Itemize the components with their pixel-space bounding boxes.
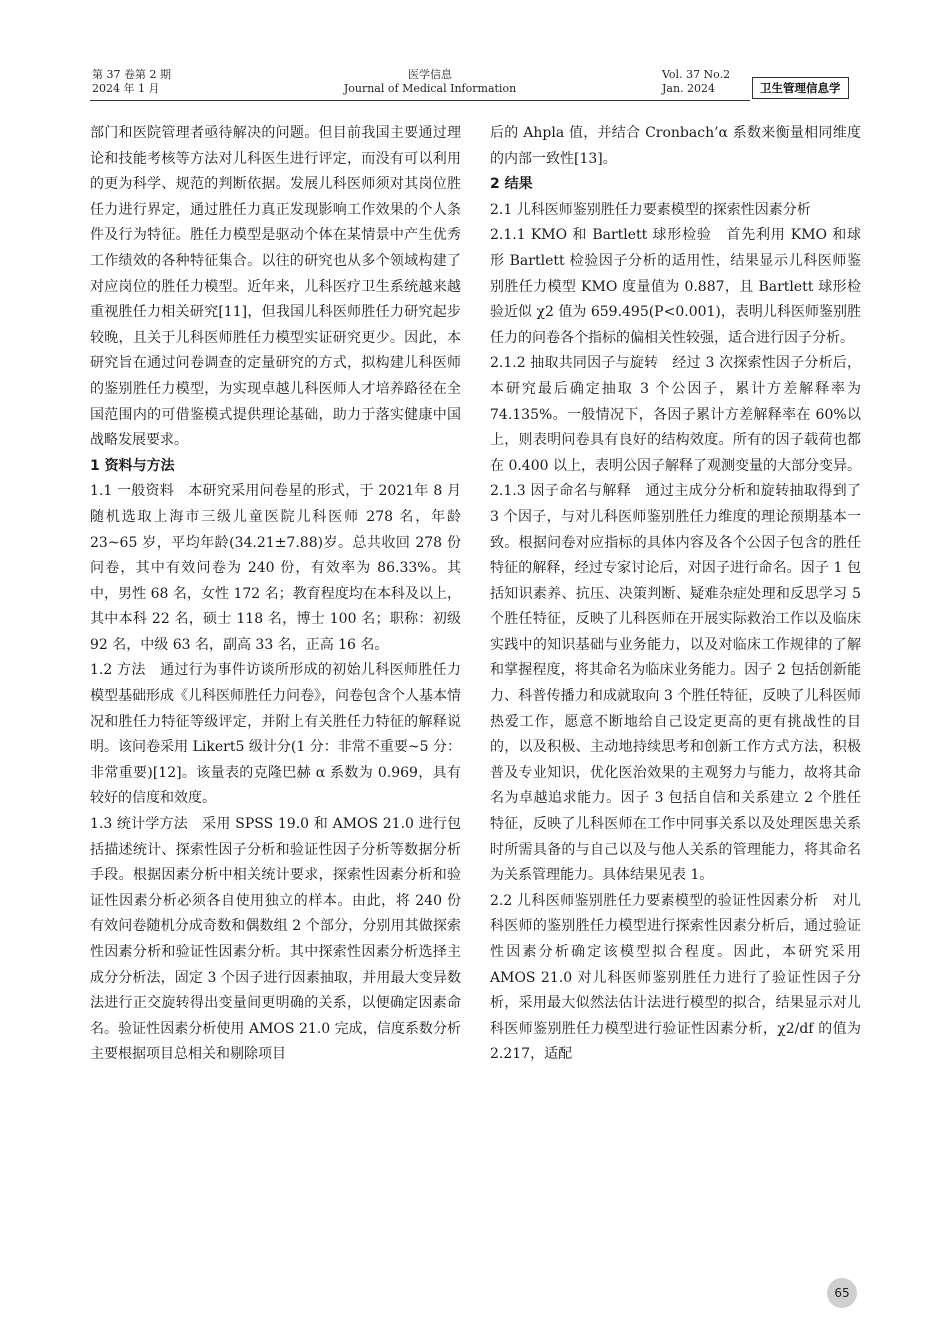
section-2-1-3 — [490, 479, 861, 889]
section-2-1-1 — [490, 223, 861, 351]
section-2-1-3-body: 通过主成分分析和旋转抽取得到了 3 个因子，与对儿科医师鉴别胜任力维度的理论预期基本一致。根据问卷对应指标的具体内容及各个公因子包含的胜任特征的解释，经过专家讨论后，对因子进行命名。因子 1 包括知识素养、抗压、决策判断、疑难杂症处理和反思学习 5 个胜任特征，反映了儿科医师在开展实际救治工作以及临床实践中的知识基础与业务能力，以及对临床工作规律的了解和掌握程度，将其命名为临床业务能力。因子 2 包括创新能力、科普传播力和成就取向 3 个胜任特征，反映了儿科医师热爱工作，愿意不断地给自己设定更高的更有挑战性的目的，以及积极、主动地持续思考和创新工作方式方法，积极普及专业知识，优化医治效果的主观努力与能力，故将其命名为卓越追求能力。因子 3 包括自信和关系建立 2 个胜任特征，反映了儿科医师在工作中同事关系以及处理医患关系时所需具备的与自己以及与他人关系的管理能力，将其命名为关系管理能力。具体结果见表 1。 — [490, 483, 862, 884]
left-column — [90, 121, 461, 1068]
section-2-1-2-body: 经过 3 次探索性因子分析后，本研究最后确定抽取 3 个公因子，累计方差解释率为 74.135%。一般情况下，各因子累计方差解释率在 60%以上，则表明问卷具有良好的结构效度。所有的因子载荷也都在 0.400 以上，表明公因子解释了观测变量的大部分变异。 — [490, 355, 861, 474]
header-left — [92, 68, 171, 96]
volume-issue-en: Vol. 37 No.2 — [662, 68, 731, 81]
section-2-1-2-title: 2.1.2 抽取共同因子与旋转 — [490, 355, 659, 372]
section-1-1-body: 本研究采用问卷星的形式，于 2021年 8 月随机选取上海市三级儿童医院儿科医师 278 名，年龄 23~65 岁，平均年龄(34.21±7.88)岁。总共收回 278 份问卷，其中有效问卷为 240 份，有效率为 86.33%。其中，男性 68 名，女性 172 名；教育程度均在本科及以上，其中本科 22 名，硕士 118 名，博士 100 名；职称：初级 92 名，中级 63 名，副高 33 名，正高 16 名。 — [90, 483, 462, 653]
section-2-1-1-title: 2.1.1 KMO 和 Bartlett 球形检验 — [490, 227, 712, 244]
publish-date: 2024 年 1 月 — [92, 82, 160, 95]
journal-title-cn: 医学信息 — [408, 68, 452, 81]
section-1-2-title: 1.2 方法 — [90, 662, 146, 679]
section-1-2-body: 通过行为事件访谈所形成的初始儿科医师胜任力模型基础形成《儿科医师胜任力问卷》，问卷包含个人基本情况和胜任力特征等级评定，并附上有关胜任力特征的解释说明。该问卷采用 Likert5 级计分(1 分：非常不重要~5 分：非常重要)[12]。该量表的克隆巴赫 α 系数为 0.969，具有较好的信度和效度。 — [90, 662, 462, 807]
section-2-2 — [490, 889, 861, 1068]
section-1-3-title: 1.3 统计学方法 — [90, 816, 188, 833]
results-heading: 2 结果 — [490, 176, 533, 193]
section-1-3-body: 采用 SPSS 19.0 和 AMOS 21.0 进行包括描述统计、探索性因子分析和验证性因子分析等数据分析手段。根据因素分析中相关统计要求，探索性因素分析和验证性因素分析必须各自使用独立的样本。由此，将 240 份有效问卷随机分成奇数和偶数组 2 个部分，分别用其做探索性因素分析和验证性因素分析。其中探索性因素分析选择主成分分析法，固定 3 个因子进行因素抽取，并用最大变异数法进行正交旋转得出变量间更明确的关系，以便确定因素命名。验证性因素分析使用 AMOS 21.0 完成，信度系数分析主要根据项目总相关和剔除项目 — [90, 816, 462, 1063]
intro-paragraph: 部门和医院管理者亟待解决的问题。但目前我国主要通过理论和技能考核等方法对儿科医生进行评定，而没有可以利用的更为科学、规范的判断依据。发展儿科医师须对其岗位胜任力进行界定，通过胜任力真正发现影响工作效果的个人条件及行为特征。胜任力模型是驱动个体在某情景中产生优秀工作绩效的各种特征集合。以往的研究也从多个领域构建了对应岗位的胜任力模型。近年来，儿科医疗卫生系统越来越重视胜任力相关研究[11]，但我国儿科医师胜任力研究起步较晚，且关于儿科医师胜任力模型实证研究更少。因此，本研究旨在通过问卷调查的定量研究的方式，拟构建儿科医师的鉴别胜任力模型，为实现卓越儿科医师人才培养路径在全国范围内的可借鉴模式提供理论基础，助力于落实健康中国战略发展要求。 — [90, 125, 461, 449]
methods-heading: 1 资料与方法 — [90, 457, 175, 474]
journal-title-en: Journal of Medical Information — [343, 82, 517, 95]
section-1-1 — [90, 479, 461, 658]
header-rule — [90, 100, 750, 101]
section-2-2-title: 2.2 儿科医师鉴别胜任力要素模型的验证性因素分析 — [490, 892, 819, 909]
section-1-2 — [90, 658, 461, 812]
page-number: 65 — [827, 1278, 857, 1308]
section-badge: 卫生管理信息学 — [752, 77, 849, 99]
header-right — [662, 68, 730, 96]
section-1-1-title: 1.1 一般资料 — [90, 483, 175, 500]
publish-date-en: Jan. 2024 — [662, 82, 716, 95]
section-2-2-body: 对儿科医师的鉴别胜任力模型进行探索性因素分析后，通过验证性因素分析确定该模型拟合程度。因此，本研究采用 AMOS 21.0 对儿科医师鉴别胜任力进行了验证性因子分析，采用最大似然法估计法进行模型的拟合，结果显示对儿科医师鉴别胜任力模型进行验证性因素分析，χ2/df 的值为 2.217，适配 — [490, 892, 862, 1063]
section-2-1-title: 2.1 儿科医师鉴别胜任力要素模型的探索性因素分析 — [490, 201, 811, 218]
section-2-1-1-body: 首先利用 KMO 和球形 Bartlett 检验因子分析的适用性，结果显示儿科医师鉴别胜任力模型 KMO 度量值为 0.887，且 Bartlett 球形检验近似 χ2 值为 659.495(P<0.001)，表明儿科医师鉴别胜任力的问卷各个指标的偏相关性较强，适合进行因子分析。 — [490, 227, 862, 346]
section-2-1-3-title: 2.1.3 因子命名与解释 — [490, 483, 632, 500]
header-center — [300, 68, 560, 96]
right-column — [490, 121, 861, 1068]
section-2-1-2 — [490, 351, 861, 479]
section-1-3 — [90, 812, 461, 1068]
volume-issue: 第 37 卷第 2 期 — [92, 68, 171, 81]
continued-paragraph: 后的 Ahpla 值，并结合 Cronbach’α 系数来衡量相同维度的内部一致性[13]。 — [490, 125, 861, 167]
